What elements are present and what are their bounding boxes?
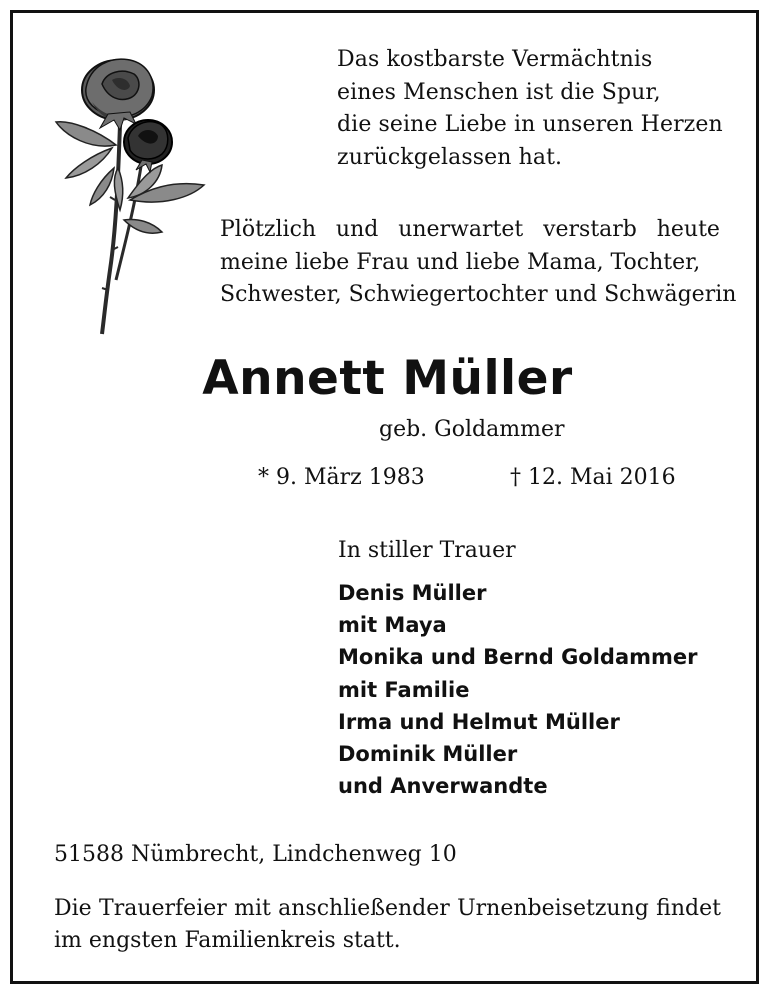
service-word: Urnenbeisetzung [457,896,649,921]
service-word: Trauerfeier [99,896,227,921]
announcement-word: unerwartet [398,217,524,242]
family-address: 51588 Nümbrecht, Lindchenweg 10 [54,842,457,867]
announcement-word: und [335,217,379,242]
announcement-word: heute [656,217,720,242]
service-word: Die [54,896,92,921]
funeral-service-note [54,893,721,957]
mourning-intro: In stiller Trauer [338,538,516,563]
mourner-line: Irma und Helmut Müller [338,709,620,734]
mourner-line: Dominik Müller [338,742,518,767]
announcement-line-1 [220,214,720,247]
announcement-word: Plötzlich [220,217,317,242]
mourner-line: Denis Müller [338,581,487,605]
announcement-line-3: Schwester, Schwiegertochter und Schwägerin [220,282,737,307]
mourner-line: mit Familie [338,677,470,702]
poem-quote [337,44,723,174]
announcement-word: verstarb [543,217,637,242]
poem-line: eines Menschen ist die Spur, [337,79,661,105]
death-announcement-text [220,214,737,312]
service-word: mit [234,896,271,921]
death-date: † 12. Mai 2016 [510,465,676,490]
rose-illustration-icon [52,50,208,340]
service-word: findet [656,896,721,921]
mourner-line: mit Maya [338,613,447,638]
poem-line: zurückgelassen hat. [337,144,563,170]
mourner-line: und Anverwandte [338,774,548,799]
announcement-line-2: meine liebe Frau und liebe Mama, Tochter, [220,249,701,275]
service-word: anschließender [278,896,450,921]
deceased-name: Annett Müller [202,351,573,406]
birth-name: geb. Goldammer [379,417,565,442]
service-line-2: im engsten Familienkreis statt. [54,928,401,953]
poem-line: die seine Liebe in unseren Herzen [337,112,723,137]
mourners-list [338,577,698,802]
poem-line: Das kostbarste Vermächtnis [337,47,653,72]
birth-date: * 9. März 1983 [258,465,425,490]
mourner-line: Monika und Bernd Goldammer [338,645,698,670]
service-line-1 [54,893,721,925]
